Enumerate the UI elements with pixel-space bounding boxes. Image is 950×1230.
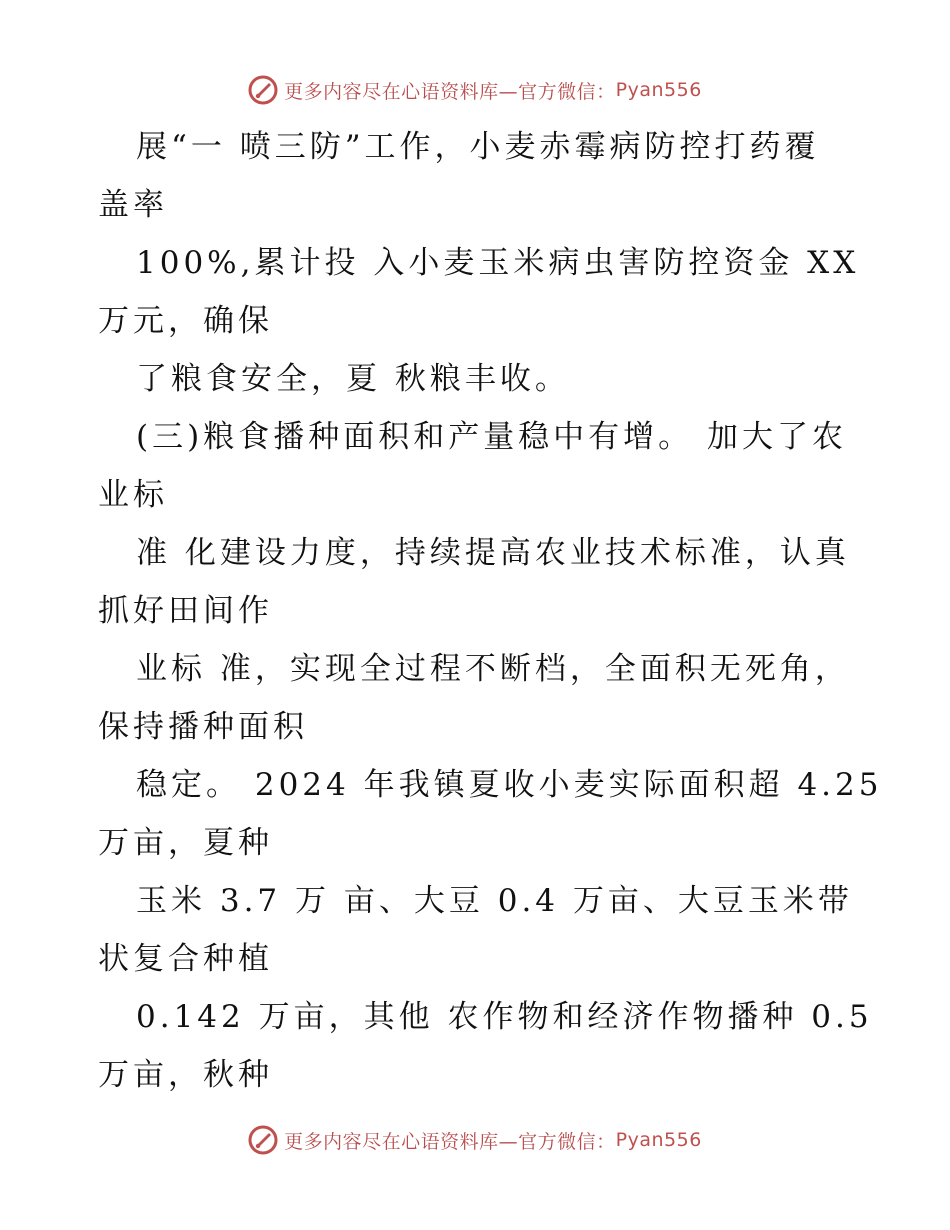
text-line: 0.142 万亩，其他 农作物和经济作物播种 0.5 (136, 999, 873, 1035)
document-body (98, 118, 883, 1104)
text-line: 万元，确保 (98, 303, 273, 339)
text-line: 业标 准，实现全过程不断档，全面积无死角， (136, 651, 850, 687)
watermark-wechat-id: Pyan556 (615, 1129, 702, 1151)
text-line: 状复合种植 (98, 941, 273, 977)
text-line: 盖率 (98, 187, 168, 223)
text-line: 抓好田间作 (98, 593, 273, 629)
text-line: 保持播种面积 (98, 709, 308, 745)
footer-watermark (0, 1120, 950, 1160)
text-line: 稳定。 2024 年我镇夏收小麦实际面积超 4.25 (136, 767, 883, 803)
watermark-logo-icon (248, 75, 278, 105)
text-line: 准 化建设力度，持续提高农业技术标准，认真 (136, 535, 850, 571)
watermark-logo-icon (248, 1125, 278, 1155)
watermark-text: 更多内容尽在心语资料库—官方微信： (284, 80, 616, 103)
text-line: 玉米 3.7 万 亩、大豆 0.4 万亩、大豆玉米带 (136, 883, 853, 919)
text-line: 万亩，夏种 (98, 825, 273, 861)
text-line: 业标 (98, 477, 168, 513)
text-line: 万亩，秋种 (98, 1057, 273, 1093)
header-watermark (0, 70, 950, 110)
text-line: 100%,累计投 入小麦玉米病虫害防控资金 XX (136, 245, 860, 281)
text-line: 展“一 喷三防”工作，小麦赤霉病防控打药覆 (136, 129, 820, 165)
watermark-text: 更多内容尽在心语资料库—官方微信： (284, 1130, 616, 1153)
text-line: 了粮食安全，夏 秋粮丰收。 (136, 361, 570, 397)
watermark-wechat-id: Pyan556 (615, 79, 702, 101)
text-line: (三)粮食播种面积和产量稳中有增。 加大了农 (136, 419, 848, 455)
